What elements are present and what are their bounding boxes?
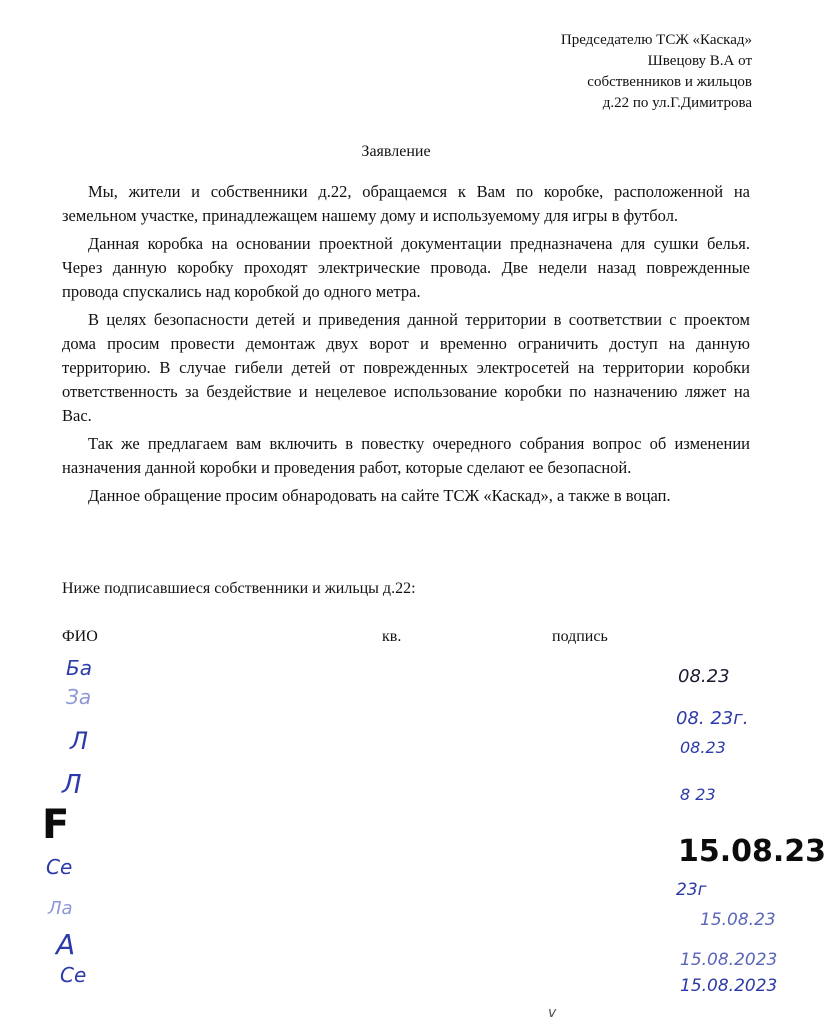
handwritten-date: 15.08.23: [678, 834, 826, 869]
handwritten-name-fragment: За: [66, 685, 92, 709]
paragraph: Мы, жители и собственники д.22, обращаемся к Вам по коробке, расположенной на земельном участке, принадлежащем нашему дому и используемому для игры в футбол.: [62, 182, 750, 225]
addressee-line: собственников и жильцов: [587, 74, 752, 90]
addressee-block: [392, 30, 752, 114]
handwritten-date: 15.08.2023: [680, 976, 778, 996]
addressee-line: Председателю ТСЖ «Каскад»: [560, 32, 752, 48]
column-header-fio: ФИО: [62, 628, 98, 645]
paragraph: Данное обращение просим обнародовать на сайте ТСЖ «Каскад», а также в воцап.: [88, 486, 671, 505]
handwritten-name-fragment: Се: [60, 963, 87, 987]
handwritten-date: 08.23: [680, 738, 726, 757]
paragraph: В целях безопасности детей и приведения данной территории в соответствии с проектом дома просим провести демонтаж двух ворот и временно ограничить доступ на данную территорию. В случае гибели детей от поврежденных электросетей на территории коробки ответственность за бездействие и нецелевое использование коробки по назначению ляжет на Вас.: [62, 310, 750, 425]
document-title: Заявление: [361, 143, 431, 160]
document-body: [62, 180, 750, 512]
paragraph: Данная коробка на основании проектной документации предназначена для сушки белья. Через данную коробку проходят электрические провода. Две недели назад поврежденные провода спускались над коробкой до одного метра.: [62, 234, 750, 301]
signatories-intro: Ниже подписавшиеся собственники и жильцы д.22:: [62, 580, 416, 597]
handwritten-date: 08.23: [678, 666, 730, 687]
addressee-line: Швецову В.А от: [647, 53, 752, 69]
handwritten-name-fragment: F: [42, 802, 70, 848]
handwritten-name-fragment: Ла: [48, 898, 73, 919]
column-header-apartment: кв.: [382, 628, 402, 645]
handwritten-name-fragment: Л: [70, 727, 89, 755]
handwritten-date: 8 23: [680, 785, 716, 804]
handwritten-name-fragment: Ба: [66, 656, 92, 680]
handwritten-name-fragment: Л: [62, 770, 82, 800]
handwritten-date: 23г: [676, 880, 707, 900]
handwritten-mark: v: [548, 1005, 557, 1021]
handwritten-date: 08. 23г.: [676, 708, 749, 729]
handwritten-name-fragment: А: [56, 928, 76, 961]
addressee-line: д.22 по ул.Г.Димитрова: [602, 95, 752, 111]
column-header-signature: подпись: [552, 628, 608, 645]
handwritten-date: 15.08.23: [700, 910, 776, 930]
handwritten-date: 15.08.2023: [680, 950, 778, 970]
paragraph: Так же предлагаем вам включить в повестку очередного собрания вопрос об изменении назначения данной коробки и проведения работ, которые сделают ее безопасной.: [62, 434, 750, 477]
handwritten-name-fragment: Се: [46, 855, 73, 879]
